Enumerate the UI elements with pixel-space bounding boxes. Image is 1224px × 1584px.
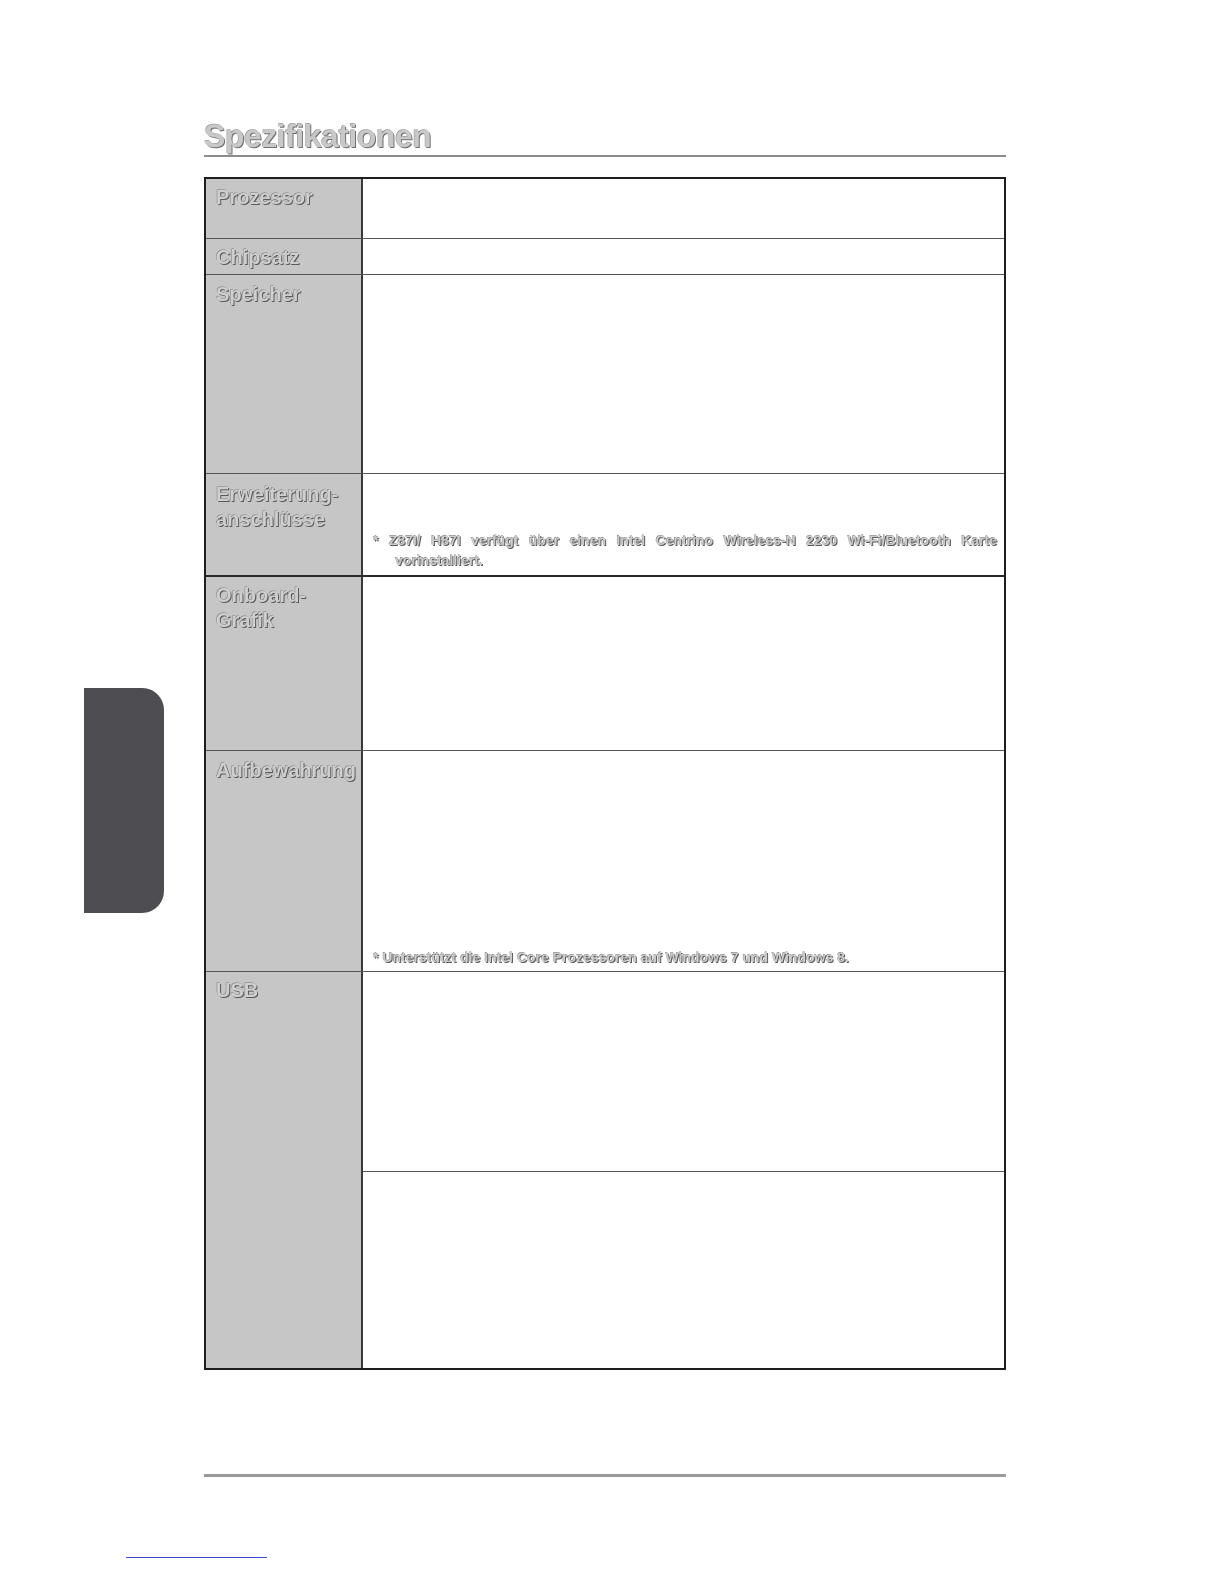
spec-label-memory: Speicher — [216, 284, 301, 306]
spec-label-expansion-line2: anschlüsse — [216, 509, 325, 531]
spec-label-usb: USB — [216, 980, 259, 1002]
spec-label-graphics-line2: Grafik — [216, 610, 274, 632]
title-divider — [204, 155, 1006, 157]
storage-footnote: * Unterstützt die Intel Core Prozessoren auf Windows 7 und Windows 8. — [373, 949, 849, 965]
spec-label-onboard-graphics — [216, 584, 361, 634]
spec-table — [204, 177, 1006, 1370]
expansion-footnote-line2: vorinstalliert. — [395, 552, 483, 568]
spec-label-expansion-line1: Erweiterung- — [216, 484, 339, 506]
row-divider — [206, 971, 1004, 972]
spec-label-expansion — [216, 483, 361, 533]
spec-label-graphics-line1: Onboard- — [216, 585, 306, 607]
spec-label-processor: Prozessor — [216, 187, 313, 209]
row-divider — [206, 575, 1004, 577]
footer-divider — [204, 1474, 1006, 1477]
row-divider — [206, 473, 1004, 474]
page-title: Spezifikationen — [204, 118, 432, 154]
spec-label-storage: Aufbewahrung — [216, 760, 356, 782]
row-divider — [206, 750, 1004, 751]
page-link-underline — [126, 1557, 267, 1558]
expansion-footnote-line1: * Z87I/ H87I verfügt über einen Intel Centrino Wireless-N 2230 Wi-Fi/Bluetooth Karte — [373, 532, 997, 548]
row-divider — [206, 238, 1004, 239]
chapter-side-tab — [84, 688, 164, 913]
spec-label-chipset: Chipsatz — [216, 247, 300, 269]
row-divider — [206, 274, 1004, 275]
usb-subrow-divider — [363, 1171, 1004, 1172]
